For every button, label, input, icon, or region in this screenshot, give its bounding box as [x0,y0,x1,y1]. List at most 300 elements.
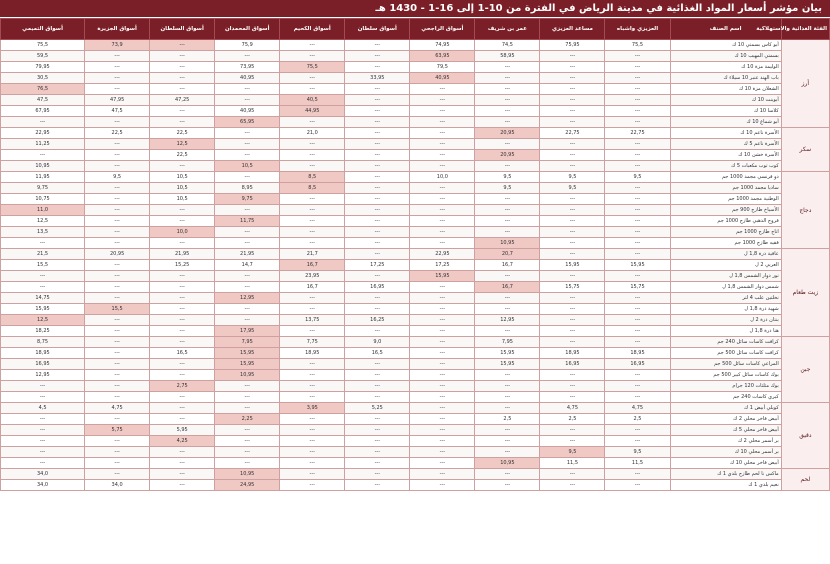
item-name-cell: نور دوار الشمس 1,8 ل [670,271,781,282]
price-cell: --- [410,359,475,370]
price-cell: --- [85,150,150,161]
price-cell: 10,5 [150,183,215,194]
price-cell: --- [540,381,605,392]
price-cell: 24,95 [215,480,280,491]
price-cell: --- [605,95,670,106]
item-name-cell: الأسرة خشن 10 ك [670,150,781,161]
price-cell: 9,5 [540,447,605,458]
price-cell: --- [1,150,85,161]
price-cell: --- [605,161,670,172]
price-cell: --- [605,84,670,95]
price-cell: --- [85,117,150,128]
price-cell: 47,95 [85,95,150,106]
item-name-cell: أبوبنت 10 ك [670,95,781,106]
price-cell: 11,0 [1,205,85,216]
price-cell: --- [215,392,280,403]
price-cell: --- [410,282,475,293]
price-cell: --- [605,249,670,260]
price-cell: --- [215,128,280,139]
price-cell: --- [475,326,540,337]
price-cell: --- [475,271,540,282]
price-cell: --- [280,458,345,469]
price-cell: --- [540,304,605,315]
price-cell: --- [280,117,345,128]
price-cell: --- [345,480,410,491]
price-cell: --- [605,326,670,337]
table-row [1,183,830,194]
table-row [1,304,830,315]
price-cell: --- [410,436,475,447]
item-name-cell: العربي 2 ل [670,260,781,271]
price-cell: 9,5 [85,172,150,183]
table-row [1,359,830,370]
price-cell: --- [345,205,410,216]
report-title: بيان مؤشر أسعار المواد الغذائية في مدينة الرياض في الفترة من 10-1 إلى 16-1 - 1430 هـ [0,0,830,17]
price-cell: 11,5 [540,458,605,469]
price-cell: --- [85,216,150,227]
price-cell: --- [85,370,150,381]
table-row [1,227,830,238]
item-name-cell: الأسرة ناعم 5 ك [670,139,781,150]
price-cell: --- [345,304,410,315]
price-cell: 12,95 [1,370,85,381]
price-cell: --- [1,238,85,249]
price-cell: --- [475,436,540,447]
item-name-cell: كوب توب مكعبات 5 ك [670,161,781,172]
price-cell: 18,95 [280,348,345,359]
table-row [1,205,830,216]
price-cell: --- [410,139,475,150]
price-cell: --- [605,337,670,348]
item-name-cell: بسمتي المهيب 10 ك [670,51,781,62]
column-header: أسواق سلطان [345,19,410,40]
price-cell: 4,5 [1,403,85,414]
item-name-cell: كرافت كاسات سائل 500 جم [670,348,781,359]
price-cell: --- [475,73,540,84]
category-cell: دجاج [781,172,829,249]
price-cell: --- [85,348,150,359]
price-cell: 47,5 [85,106,150,117]
price-cell: --- [1,458,85,469]
price-cell: --- [410,315,475,326]
price-cell: 75,5 [280,62,345,73]
price-cell: --- [85,194,150,205]
price-cell: --- [215,227,280,238]
price-cell: --- [150,106,215,117]
table-row [1,95,830,106]
price-cell: --- [540,392,605,403]
price-cell: --- [475,469,540,480]
price-cell: 15,95 [215,359,280,370]
price-cell: --- [85,238,150,249]
price-cell: 10,95 [475,458,540,469]
price-cell: 18,25 [1,326,85,337]
price-cell: 10,95 [215,469,280,480]
price-cell: --- [540,326,605,337]
item-name-cell: كرافت كاسات سائل 240 جم [670,337,781,348]
column-header: أسواق السلطان [150,19,215,40]
table-row [1,271,830,282]
column-header: العزيزي واشباه [605,19,670,40]
price-cell: --- [410,183,475,194]
category-cell: دقيق [781,403,829,469]
price-cell: 9,5 [540,183,605,194]
price-cell: --- [345,370,410,381]
price-cell: --- [605,304,670,315]
price-cell: 23,95 [280,271,345,282]
item-name-cell: بر أسمر محلي 2 ك [670,436,781,447]
price-cell: --- [345,414,410,425]
price-cell: 2,5 [605,414,670,425]
item-name-cell: بوك كاسات سائل كبير 500 جم [670,370,781,381]
item-name-cell: الشعلان مزة 10 ك [670,84,781,95]
price-cell: --- [475,425,540,436]
price-cell: 7,75 [280,337,345,348]
price-cell: --- [280,150,345,161]
price-cell: --- [475,62,540,73]
price-cell: --- [1,414,85,425]
price-cell: 2,5 [540,414,605,425]
price-cell: --- [410,194,475,205]
item-name-cell: الوطنية مجمد 1000 جم [670,194,781,205]
price-cell: 40,5 [280,95,345,106]
price-cell: --- [1,282,85,293]
price-cell: 17,25 [345,260,410,271]
price-cell: --- [345,40,410,51]
price-cell: --- [85,260,150,271]
price-cell: --- [605,216,670,227]
item-name-cell: شمس دوار الشمس 1,8 ل [670,282,781,293]
price-cell: --- [150,62,215,73]
price-cell: 10,75 [1,194,85,205]
price-cell: --- [280,293,345,304]
price-cell: 75,9 [215,40,280,51]
price-cell: 17,95 [215,326,280,337]
price-cell: 15,5 [85,304,150,315]
price-cell: --- [410,337,475,348]
price-cell: --- [150,359,215,370]
price-cell: 10,95 [215,370,280,381]
price-cell: 8,95 [215,183,280,194]
price-cell: 15,5 [1,260,85,271]
price-cell: --- [85,359,150,370]
table-row [1,139,830,150]
price-cell: 12,5 [150,139,215,150]
table-row [1,392,830,403]
price-cell: --- [345,117,410,128]
price-cell: --- [605,139,670,150]
price-cell: 13,5 [1,227,85,238]
price-cell: 22,95 [1,128,85,139]
price-cell: 15,95 [215,348,280,359]
table-row [1,249,830,260]
item-name-cell: ماكس نا لحم طازج بلدي 1 ك [670,469,781,480]
price-cell: --- [410,205,475,216]
price-cell: --- [215,304,280,315]
price-cell: --- [540,161,605,172]
price-cell: --- [280,392,345,403]
price-cell: --- [150,370,215,381]
price-cell: 16,5 [150,348,215,359]
price-cell: --- [280,414,345,425]
price-cell: --- [410,150,475,161]
price-cell: --- [410,381,475,392]
price-cell: 74,5 [475,40,540,51]
price-cell: --- [345,238,410,249]
table-row [1,194,830,205]
price-cell: --- [410,84,475,95]
table-row [1,315,830,326]
price-cell: --- [1,117,85,128]
table-row [1,370,830,381]
price-cell: --- [475,161,540,172]
price-cell: 79,5 [410,62,475,73]
price-cell: --- [540,73,605,84]
price-cell: 15,75 [605,282,670,293]
table-row [1,293,830,304]
price-cell: --- [150,315,215,326]
price-cell: --- [475,447,540,458]
price-cell: 74,95 [410,40,475,51]
price-cell: 16,95 [345,282,410,293]
price-cell: --- [410,95,475,106]
price-cell: --- [540,271,605,282]
price-cell: --- [85,161,150,172]
price-cell: --- [85,436,150,447]
price-cell: --- [605,51,670,62]
item-name-cell: الوليمة مزة 10 ك [670,62,781,73]
price-cell: --- [150,480,215,491]
table-header [1,19,830,40]
price-cell: 7,95 [475,337,540,348]
price-cell: 16,25 [345,315,410,326]
price-cell: 44,95 [280,106,345,117]
price-cell: --- [345,425,410,436]
item-name-cell: نعيم بلدي 1 ك [670,480,781,491]
price-cell: 67,95 [1,106,85,117]
category-cell: جبن [781,337,829,403]
price-cell: --- [85,414,150,425]
price-cell: 14,7 [215,260,280,271]
price-cell: --- [215,282,280,293]
price-cell: --- [150,282,215,293]
price-cell: --- [85,205,150,216]
price-cell: 40,95 [215,73,280,84]
price-cell: 30,5 [1,73,85,84]
price-cell: 3,95 [280,403,345,414]
price-cell: --- [85,392,150,403]
price-cell: 20,95 [85,249,150,260]
price-cell: 75,5 [605,40,670,51]
table-row [1,106,830,117]
price-cell: --- [410,447,475,458]
price-cell: 16,95 [605,359,670,370]
table-row [1,469,830,480]
price-cell: --- [410,348,475,359]
price-cell: 65,95 [215,117,280,128]
price-cell: --- [475,227,540,238]
price-cell: --- [605,293,670,304]
table-row [1,51,830,62]
item-name-cell: كلاسا 10 ك [670,106,781,117]
price-cell: 34,0 [1,469,85,480]
price-cell: --- [85,315,150,326]
price-cell: 4,25 [150,436,215,447]
price-cell: --- [280,73,345,84]
price-cell: 15,25 [150,260,215,271]
price-cell: 9,5 [605,172,670,183]
price-cell: --- [85,337,150,348]
price-cell: --- [345,326,410,337]
item-name-cell: أبيض فاخر محلي 2 ك [670,414,781,425]
column-header: أسواق الراجحي [410,19,475,40]
price-cell: --- [540,480,605,491]
price-cell: 10,5 [215,161,280,172]
price-cell: 5,95 [150,425,215,436]
price-cell: 20,95 [475,128,540,139]
price-cell: --- [1,392,85,403]
price-cell: --- [605,271,670,282]
price-cell: 9,5 [605,447,670,458]
item-name-cell: بنتان ذرة 2 ل [670,315,781,326]
price-cell: --- [345,436,410,447]
price-cell: --- [345,150,410,161]
price-cell: --- [85,139,150,150]
item-name-cell: بر أسمر محلي 10 ك [670,447,781,458]
price-cell: --- [475,205,540,216]
price-cell: 33,95 [345,73,410,84]
column-header: عمر بن شريف [475,19,540,40]
item-name-cell: أبيض فاخر محلي 5 ك [670,425,781,436]
item-name-cell: الأسياخ طازج 900 جم [670,205,781,216]
item-name-cell: شهية ذرة 1,8 ل [670,304,781,315]
price-cell: --- [215,271,280,282]
price-cell: --- [540,106,605,117]
table-row [1,161,830,172]
table-row [1,73,830,84]
price-cell: --- [345,227,410,238]
price-cell: --- [215,458,280,469]
price-cell: --- [345,172,410,183]
price-cell: --- [410,106,475,117]
price-cell: --- [345,51,410,62]
price-cell: --- [85,293,150,304]
price-cell: 73,95 [215,62,280,73]
price-cell: --- [150,293,215,304]
item-name-cell: هنا ذرة 1,8 ل [670,326,781,337]
price-cell: 79,95 [1,62,85,73]
price-cell: --- [345,392,410,403]
price-cell: --- [410,128,475,139]
price-cell: --- [345,249,410,260]
price-cell: 9,0 [345,337,410,348]
price-cell: 4,75 [85,403,150,414]
price-cell: --- [280,216,345,227]
price-cell: --- [1,381,85,392]
price-cell: 18,95 [540,348,605,359]
price-cell: --- [345,216,410,227]
price-cell: 47,25 [150,95,215,106]
price-cell: --- [345,62,410,73]
price-cell: --- [605,73,670,84]
price-cell: 12,5 [1,315,85,326]
price-cell: --- [215,139,280,150]
price-cell: --- [540,425,605,436]
price-cell: 15,95 [410,271,475,282]
price-cell: 9,75 [1,183,85,194]
price-cell: 16,5 [345,348,410,359]
price-cell: --- [345,106,410,117]
price-cell: --- [150,238,215,249]
price-cell: --- [410,370,475,381]
price-cell: --- [280,359,345,370]
price-cell: --- [85,326,150,337]
price-cell: --- [215,381,280,392]
table-row [1,172,830,183]
price-cell: --- [215,315,280,326]
price-cell: 11,95 [1,172,85,183]
price-cell: 11,25 [1,139,85,150]
price-cell: --- [605,425,670,436]
price-cell: --- [345,95,410,106]
column-header: أسواق الكحيم [280,19,345,40]
price-cell: --- [85,62,150,73]
price-cell: --- [605,194,670,205]
price-cell: 58,95 [475,51,540,62]
price-cell: --- [345,293,410,304]
price-cell: --- [540,51,605,62]
price-cell: 22,75 [540,128,605,139]
price-cell: --- [410,403,475,414]
price-cell: --- [540,216,605,227]
price-cell: --- [605,205,670,216]
price-cell: --- [540,205,605,216]
price-cell: 63,95 [410,51,475,62]
table-row [1,150,830,161]
price-cell: --- [345,84,410,95]
price-cell: --- [475,194,540,205]
price-cell: --- [605,480,670,491]
item-name-cell: بوك مثلثات 120 جرام [670,381,781,392]
price-cell: 75,5 [1,40,85,51]
price-cell: --- [345,458,410,469]
price-cell: --- [540,95,605,106]
item-name-cell: الأسرة ناعم 10 ك [670,128,781,139]
table-row [1,381,830,392]
price-table [0,18,830,491]
price-cell: --- [605,62,670,73]
table-row [1,282,830,293]
price-cell: --- [280,84,345,95]
price-cell: --- [345,161,410,172]
table-row [1,337,830,348]
price-cell: --- [540,249,605,260]
price-cell: --- [280,436,345,447]
price-cell: --- [85,84,150,95]
price-cell: --- [410,293,475,304]
price-cell: --- [150,304,215,315]
price-cell: --- [215,238,280,249]
table-row [1,238,830,249]
price-cell: --- [150,271,215,282]
price-cell: 17,25 [410,260,475,271]
price-cell: 10,5 [150,172,215,183]
table-row [1,436,830,447]
price-cell: --- [475,95,540,106]
item-name-cell: كوبلي أبيض 1 ك [670,403,781,414]
price-cell: --- [605,106,670,117]
price-cell: 2,25 [215,414,280,425]
